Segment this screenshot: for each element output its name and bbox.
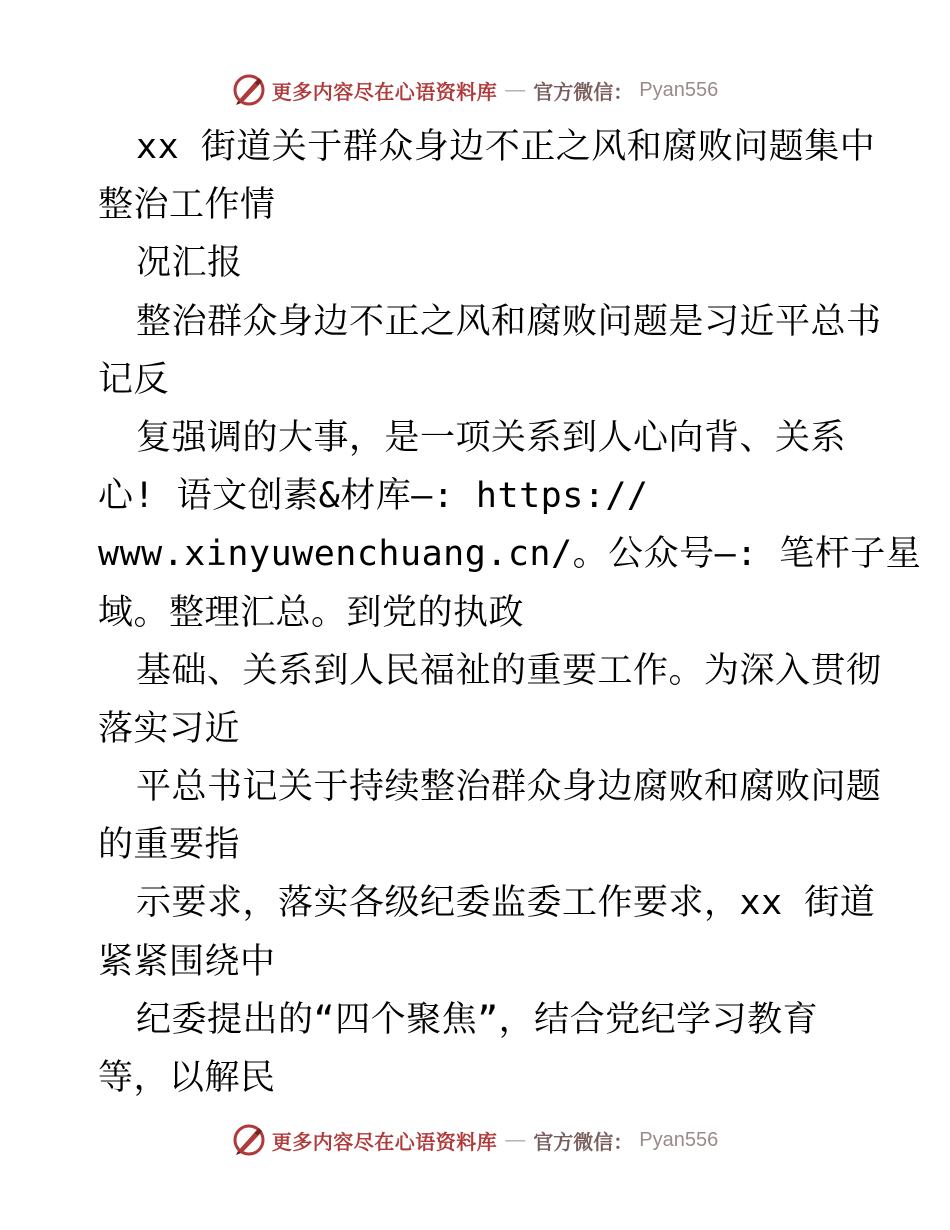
text-line: www.xinyuwenchuang.cn/。公众号—: 笔杆子星	[98, 534, 922, 575]
pen-circle-logo-icon	[232, 1123, 266, 1157]
document-body	[98, 118, 922, 1107]
text-line: 整治工作情	[98, 185, 276, 226]
footer-banner	[0, 1120, 950, 1160]
banner-dash: —	[505, 78, 526, 101]
text-line: 示要求，落实各级纪委监委工作要求，xx 街道	[136, 883, 876, 924]
banner-sub-text: 官方微信：	[533, 79, 634, 104]
text-line: 记反	[98, 359, 170, 400]
text-line: 整治群众身边不正之风和腐败问题是习近平总书	[136, 301, 882, 342]
banner-wechat-id: Pyan556	[639, 1128, 719, 1151]
text-line: 基础、关系到人民福祉的重要工作。为深入贯彻	[136, 650, 882, 691]
text-line: 平总书记关于持续整治群众身边腐败和腐败问题	[136, 767, 882, 808]
text-line: 落实习近	[98, 708, 241, 749]
text-line: 心! 语文创素&材库—: https://	[98, 476, 649, 517]
text-line: 纪委提出的“四个聚焦”，结合党纪学习教育	[136, 999, 819, 1040]
pen-circle-logo-icon	[232, 73, 266, 107]
text-line: 的重要指	[98, 825, 241, 866]
text-line: 域。整理汇总。到党的执政	[98, 592, 525, 633]
banner-main-text: 更多内容尽在心语资料库	[271, 79, 498, 104]
banner-dash: —	[505, 1128, 526, 1151]
banner-sub-text: 官方微信：	[533, 1129, 634, 1154]
banner-main-text: 更多内容尽在心语资料库	[271, 1129, 498, 1154]
text-line: 等，以解民	[98, 1058, 276, 1098]
text-line: xx 街道关于群众身边不正之风和腐败问题集中	[136, 127, 876, 167]
text-line: 况汇报	[136, 243, 243, 284]
banner-wechat-id: Pyan556	[639, 78, 719, 101]
text-line: 紧紧围绕中	[98, 941, 276, 982]
text-line: 复强调的大事，是一项关系到人心向背、关系	[136, 417, 847, 458]
header-banner	[0, 70, 950, 110]
